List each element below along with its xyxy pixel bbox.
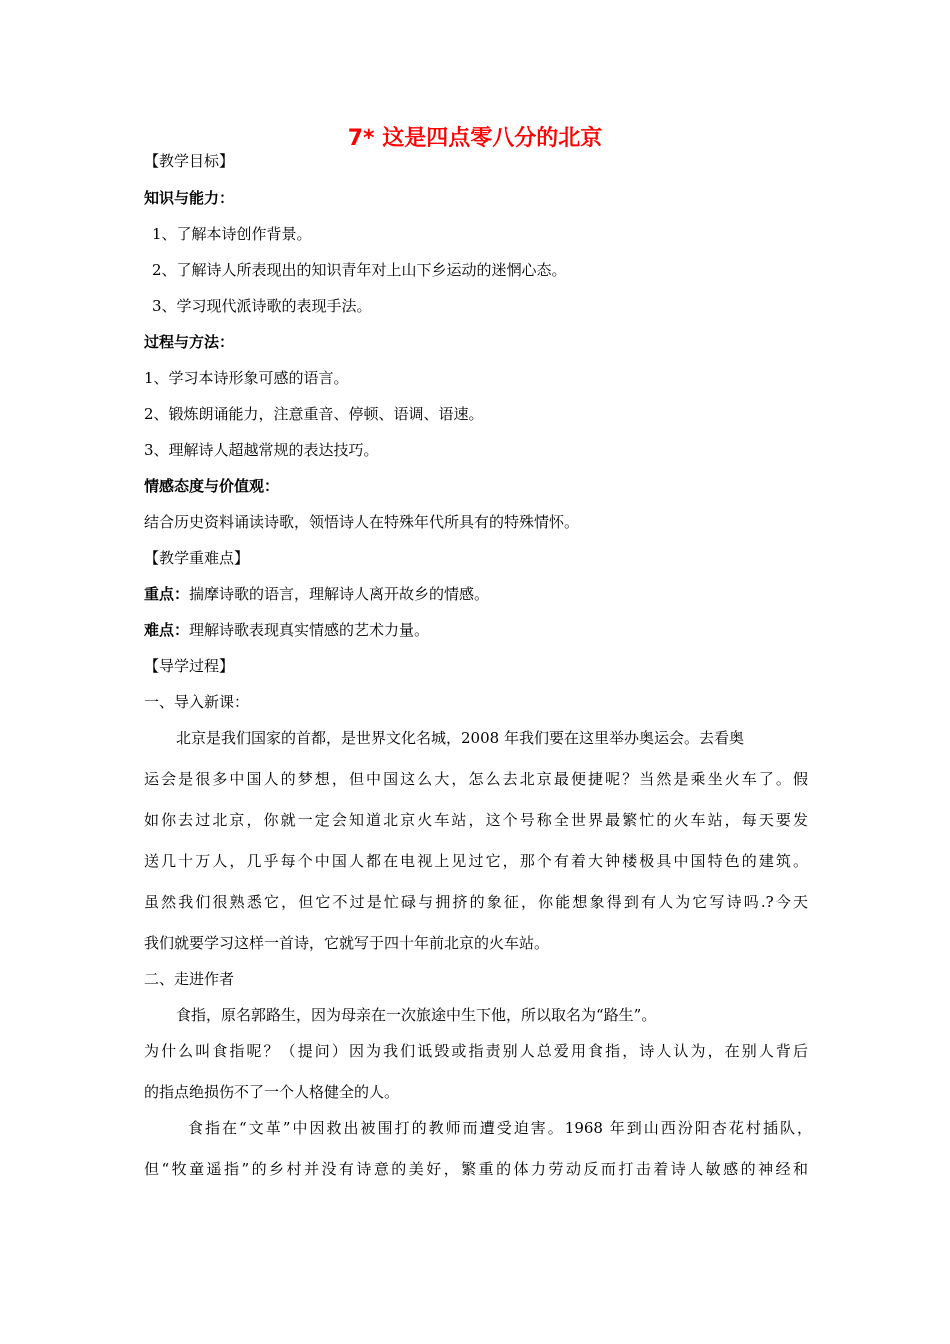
paragraph-line: 虽然我们很熟悉它，但它不过是忙碌与拥挤的象征，你能想象得到有人为它写诗吗.?今天 xyxy=(144,893,808,911)
knowledge-item: 3、学习现代派诗歌的表现手法。 xyxy=(152,297,372,315)
paragraph-line: 运会是很多中国人的梦想，但中国这么大，怎么去北京最便捷呢？当然是乘坐火车了。假 xyxy=(144,770,808,788)
hard-point-text: 理解诗歌表现真实情感的艺术力量。 xyxy=(189,621,430,639)
author-line: 为什么叫食指呢？（提问）因为我们诋毁或指责别人总爱用食指，诗人认为，在别人背后 xyxy=(144,1042,808,1060)
process-item: 2、锻炼朗诵能力，注意重音、停顿、语调、语速。 xyxy=(144,405,484,423)
key-point xyxy=(144,584,489,604)
paragraph-line: 北京是我们国家的首都，是世界文化名城，2008 年我们要在这里举办奥运会。去看奥 xyxy=(176,729,744,747)
author-line: 但“牧童遥指”的乡村并没有诗意的美好，繁重的体力劳动反而打击着诗人敏感的神经和 xyxy=(144,1160,808,1178)
author-line: 的指点绝损伤不了一个人格健全的人。 xyxy=(144,1083,400,1101)
paragraph-line: 我们就要学习这样一首诗，它就写于四十年前北京的火车站。 xyxy=(144,934,550,952)
paragraph-line: 送几十万人，几乎每个中国人都在电视上见过它，那个有着大钟楼极具中国特色的建筑。 xyxy=(144,852,808,870)
key-point-label: 重点： xyxy=(144,585,190,603)
author-heading: 二、走进作者 xyxy=(144,970,235,988)
hard-point-label: 难点： xyxy=(144,621,190,639)
author-line: 食指在“文革”中因救出被围打的教师而遭受迫害。1968 年到山西汾阳杏花村插队， xyxy=(188,1119,812,1137)
objectives-heading: 【教学目标】 xyxy=(144,152,235,170)
knowledge-heading: 知识与能力： xyxy=(144,189,235,207)
emotion-heading: 情感态度与价值观： xyxy=(144,477,280,495)
process-item: 1、学习本诗形象可感的语言。 xyxy=(144,369,349,387)
knowledge-item: 2、了解诗人所表现出的知识青年对上山下乡运动的迷惘心态。 xyxy=(152,261,567,279)
intro-heading: 一、导入新课： xyxy=(144,693,250,711)
emotion-text: 结合历史资料诵读诗歌，领悟诗人在特殊年代所具有的特殊情怀。 xyxy=(144,513,580,531)
process-heading: 过程与方法： xyxy=(144,333,235,351)
document-title: 7* 这是四点零八分的北京 xyxy=(347,126,603,151)
knowledge-item: 1、了解本诗创作背景。 xyxy=(152,225,312,243)
paragraph-line: 如你去过北京，你就一定会知道北京火车站，这个号称全世界最繁忙的火车站，每天要发 xyxy=(144,811,808,829)
key-point-text: 揣摩诗歌的语言，理解诗人离开故乡的情感。 xyxy=(189,585,490,603)
hard-point xyxy=(144,620,429,640)
process-item: 3、理解诗人超越常规的表达技巧。 xyxy=(144,441,379,459)
author-line: 食指，原名郭路生，因为母亲在一次旅途中生下他，所以取名为“路生”。 xyxy=(176,1006,657,1024)
process-section-heading: 【导学过程】 xyxy=(144,657,235,675)
difficulty-heading: 【教学重难点】 xyxy=(144,549,250,567)
